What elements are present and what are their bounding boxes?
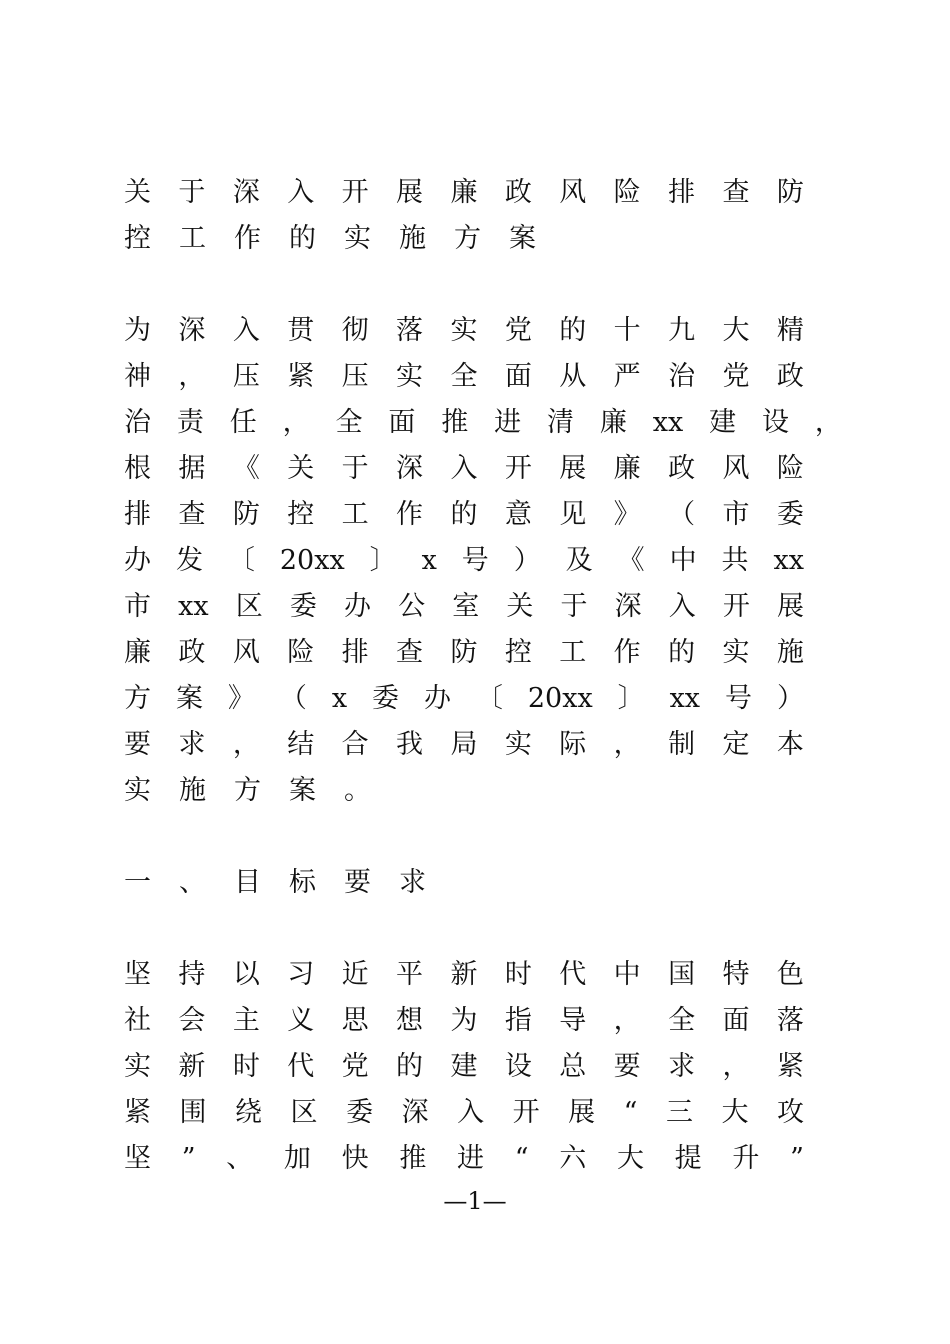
- text-line: 控 工 作 的 实 施 方 案: [124, 223, 536, 254]
- text-line: 方 案 》 （ x 委 办 〔 20xx 〕 xx 号 ）: [124, 683, 804, 714]
- text-line: 坚 持 以 习 近 平 新 时 代 中 国 特 色: [124, 959, 804, 990]
- spacer: [124, 814, 829, 860]
- intro-paragraph: [124, 308, 842, 814]
- section-paragraph: [124, 952, 829, 1182]
- text-line: 实 新 时 代 党 的 建 设 总 要 求 ， 紧: [124, 1051, 804, 1082]
- text-line: 社 会 主 义 思 想 为 指 导 ， 全 面 落: [124, 1005, 804, 1036]
- text-line: 为 深 入 贯 彻 落 实 党 的 十 九 大 精: [124, 315, 804, 346]
- text-line: 市 xx 区 委 办 公 室 关 于 深 入 开 展: [124, 591, 804, 622]
- page-number: —1—: [443, 1187, 507, 1215]
- spacer: [124, 906, 829, 952]
- text-line: 办 发 〔 20xx 〕 x 号 ） 及 《 中 共 xx: [124, 545, 804, 576]
- text-line: 根 据 《 关 于 深 入 开 展 廉 政 风 险: [124, 453, 804, 484]
- document-title: [124, 170, 829, 262]
- spacer: [124, 262, 829, 308]
- text-line: 神 ， 压 紧 压 实 全 面 从 严 治 党 政: [124, 361, 804, 392]
- text-line: 一 、 目 标 要 求: [124, 867, 426, 898]
- text-line: 坚 ” 、 加 快 推 进 “ 六 大 提 升 ”: [124, 1143, 804, 1174]
- text-line: 要 求 ， 结 合 我 局 实 际 ， 制 定 本: [124, 729, 804, 760]
- text-line: 紧 围 绕 区 委 深 入 开 展 “ 三 大 攻: [124, 1097, 804, 1128]
- section-heading: [124, 860, 829, 906]
- text-line: 排 查 防 控 工 作 的 意 见 》 （ 市 委: [124, 499, 804, 530]
- text-line: 廉 政 风 险 排 查 防 控 工 作 的 实 施: [124, 637, 804, 668]
- text-line: 关 于 深 入 开 展 廉 政 风 险 排 查 防: [124, 177, 804, 208]
- text-line: 治 责 任 ， 全 面 推 进 清 廉 xx 建 设 ，: [124, 407, 842, 438]
- text-line: 实 施 方 案 。: [124, 775, 371, 806]
- document-body: [124, 170, 842, 1182]
